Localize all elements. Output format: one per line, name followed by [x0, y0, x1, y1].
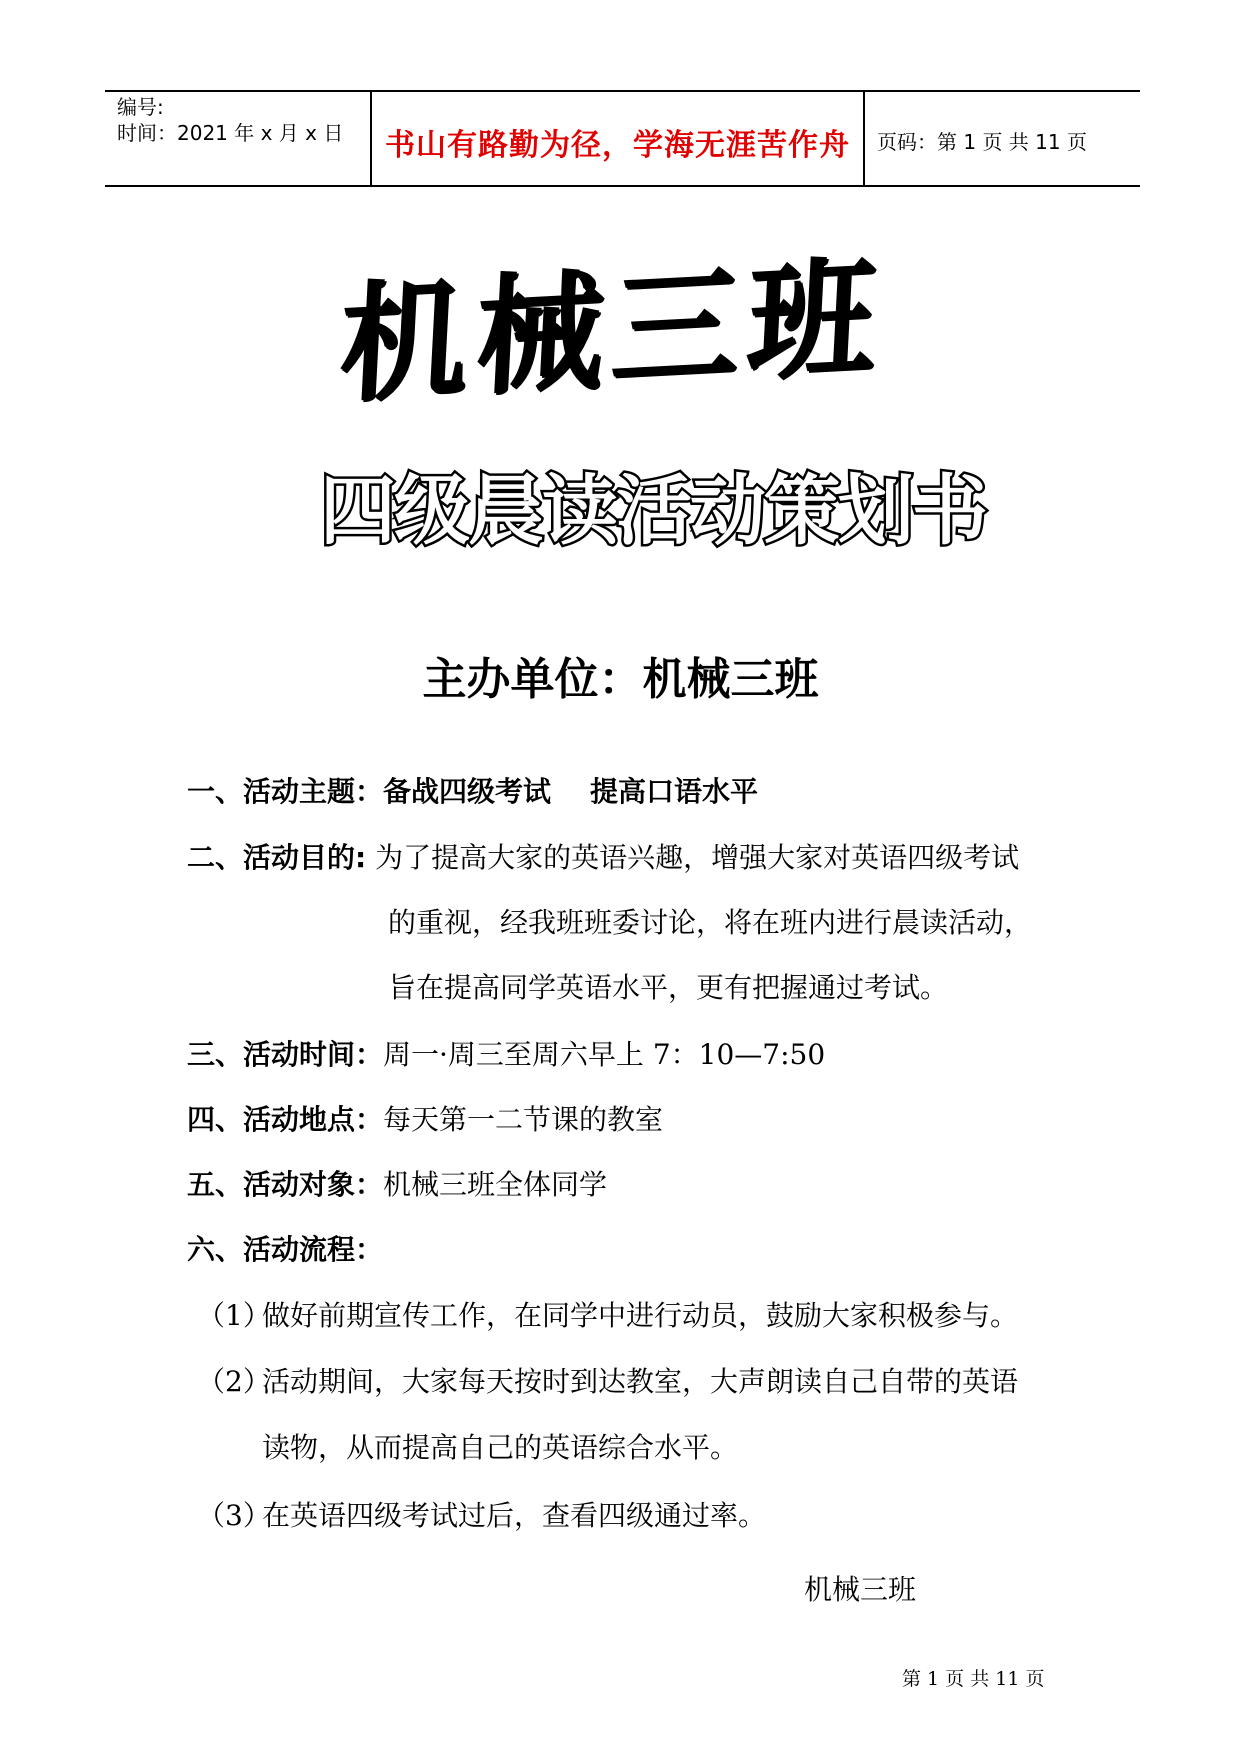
- header-right-cell: [865, 92, 1140, 185]
- section-purpose: [187, 838, 1019, 878]
- process-step-2-line-2: 读物，从而提高自己的英语综合水平。: [262, 1431, 739, 1464]
- section-time: [187, 1035, 825, 1075]
- serial-label: 编号:: [117, 95, 164, 119]
- process-step-2-line-1: 活动期间，大家每天按时到达教室，大声朗读自己自带的英语: [262, 1365, 1019, 1398]
- signature: 机械三班: [804, 1573, 917, 1606]
- section-theme-label: 一、活动主题：: [187, 775, 384, 808]
- plan-title: [320, 450, 1020, 560]
- process-step-1-num: （1）: [197, 1299, 271, 1332]
- section-time-label: 三、活动时间：: [187, 1038, 384, 1071]
- process-step-3-num: （3）: [197, 1499, 271, 1532]
- section-time-value: 周一·周三至周六早上 7：10—7:50: [383, 1038, 826, 1071]
- purpose-line-1: 为了提高大家的英语兴趣，增强大家对英语四级考试: [366, 841, 1020, 874]
- purpose-line-2: 的重视，经我班班委讨论，将在班内进行晨读活动，: [388, 906, 1033, 939]
- section-place: [187, 1100, 663, 1140]
- header-left-cell: [105, 92, 372, 185]
- process-step-3-line-1: 在英语四级考试过后，查看四级通过率。: [262, 1499, 767, 1532]
- process-step-1-line-1: 做好前期宣传工作，在同学中进行动员，鼓励大家积极参与。: [262, 1299, 1019, 1332]
- header-center-cell: [372, 92, 865, 185]
- section-process: [187, 1230, 383, 1270]
- section-target-value: 机械三班全体同学: [383, 1168, 608, 1201]
- section-target-label: 五、活动对象：: [187, 1168, 384, 1201]
- plan-title-text: 四级晨读活动策划书: [320, 466, 986, 555]
- organizer: 主办单位：机械三班: [422, 654, 819, 705]
- section-target: [187, 1165, 607, 1205]
- class-name-title: [335, 228, 900, 421]
- section-theme: [187, 772, 758, 812]
- class-name-text: 机械三班: [335, 241, 888, 421]
- header-motto: 书山有路勤为径，学海无涯苦作舟: [385, 128, 850, 163]
- section-theme-value: 备战四级考试 提高口语水平: [383, 775, 759, 808]
- page-header: [105, 90, 1140, 187]
- header-page-info: 页码：第 1 页 共 11 页: [877, 130, 1087, 154]
- purpose-line-3: 旨在提高同学英语水平，更有把握通过考试。: [388, 971, 949, 1004]
- section-process-label: 六、活动流程：: [187, 1233, 384, 1266]
- date-label: 时间：2021 年 x 月 x 日: [117, 121, 344, 145]
- section-purpose-label: 二、活动目的:: [187, 841, 367, 874]
- section-place-label: 四、活动地点：: [187, 1103, 384, 1136]
- process-step-2-num: （2）: [197, 1365, 271, 1398]
- page-footer: 第 1 页 共 11 页: [902, 1668, 1045, 1690]
- section-place-value: 每天第一二节课的教室: [383, 1103, 664, 1136]
